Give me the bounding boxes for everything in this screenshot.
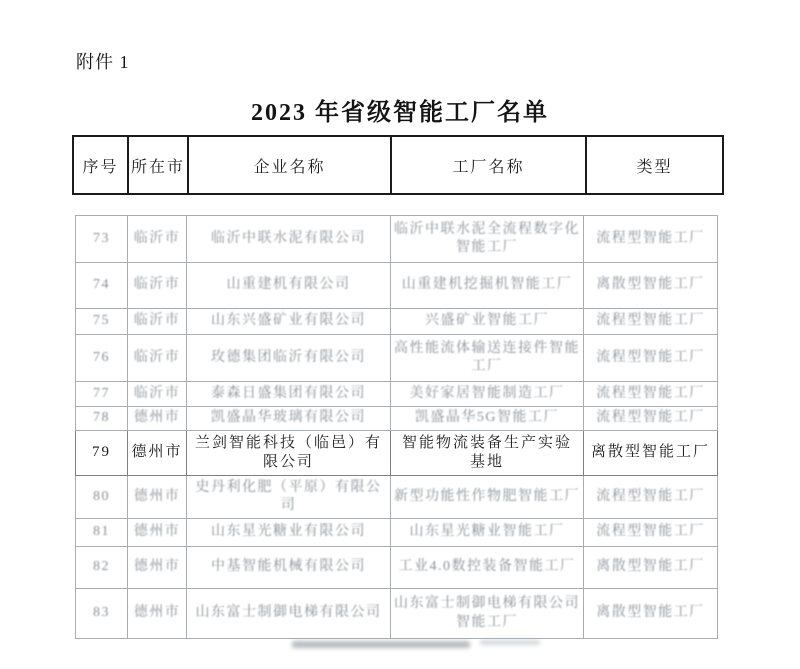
cell-text: 高性能流体输送连接件智能工厂 — [394, 340, 580, 374]
table-row — [76, 431, 718, 476]
cell-text: 工业4.0数控装备智能工厂 — [398, 559, 576, 575]
cell-text: 流程型智能工厂 — [596, 385, 705, 401]
table-header — [72, 135, 724, 195]
cell-text: 山重建机挖掘机智能工厂 — [401, 277, 573, 293]
cell-factory — [391, 589, 584, 639]
cutoff-row-smudge — [480, 640, 540, 645]
cell-text: 73 — [93, 230, 110, 246]
cell-text: 81 — [93, 524, 110, 540]
cell-city — [128, 476, 187, 519]
cell-type — [584, 335, 718, 382]
cell-type — [584, 589, 718, 639]
cell-text: 临沂中联水泥全流程数字化智能工厂 — [394, 221, 580, 255]
cell-type — [584, 407, 718, 431]
cell-text: 德州市 — [133, 559, 181, 575]
column-header: 工厂名称 — [391, 136, 586, 194]
table-row — [76, 547, 718, 589]
cell-text: 76 — [93, 349, 110, 365]
cell-no — [76, 431, 128, 476]
cell-text: 山东富士制御电梯有限公司智能工厂 — [394, 596, 580, 630]
table-row — [76, 335, 718, 382]
cell-company — [187, 589, 391, 639]
cell-text: 临沂市 — [133, 385, 181, 401]
table-row — [76, 216, 718, 263]
cell-text: 德州市 — [133, 410, 181, 426]
cutoff-row-smudge — [292, 641, 470, 648]
column-header: 类型 — [586, 136, 723, 194]
cell-text: 泰森日盛集团有限公司 — [211, 385, 366, 401]
cell-text: 山东兴盛矿业有限公司 — [211, 313, 366, 329]
cell-text: 流程型智能工厂 — [596, 230, 705, 246]
cell-no — [76, 476, 128, 519]
cell-type — [584, 382, 718, 407]
cell-text: 流程型智能工厂 — [596, 349, 705, 365]
cell-text: 兰剑智能科技（临邑）有限公司 — [194, 434, 382, 470]
cell-no — [76, 407, 128, 431]
cell-text: 临沂市 — [133, 277, 181, 293]
column-header: 序号 — [73, 136, 128, 194]
cell-factory — [391, 519, 584, 547]
cell-factory — [391, 476, 584, 519]
cell-no — [76, 519, 128, 547]
cell-no — [76, 309, 128, 335]
table-row — [76, 476, 718, 519]
column-header: 所在市 — [128, 136, 188, 194]
factory-table — [75, 215, 718, 639]
attachment-label: 附件 1 — [76, 52, 130, 72]
cell-text: 新型功能性作物肥智能工厂 — [394, 488, 580, 504]
cell-city — [128, 309, 187, 335]
cell-company — [187, 547, 391, 589]
cell-text: 临沂市 — [133, 349, 181, 365]
cell-text: 83 — [93, 605, 110, 621]
cell-company — [187, 476, 391, 519]
table-row — [76, 309, 718, 335]
cell-text: 智能物流装备生产实验基地 — [401, 434, 572, 470]
column-header: 企业名称 — [188, 136, 391, 194]
cell-text: 77 — [93, 385, 110, 401]
cell-city — [128, 382, 187, 407]
cell-no — [76, 263, 128, 309]
factory-table-body — [76, 216, 718, 639]
table-row — [76, 382, 718, 407]
cell-city — [128, 547, 187, 589]
factory-table-head-row — [73, 136, 723, 194]
cell-company — [187, 335, 391, 382]
cell-text: 78 — [93, 410, 110, 426]
cell-factory — [391, 407, 584, 431]
cell-city — [128, 589, 187, 639]
cell-city — [128, 431, 187, 476]
cell-type — [584, 431, 718, 476]
cell-text: 德州市 — [133, 524, 181, 540]
cell-text: 临沂市 — [133, 230, 181, 246]
cell-text: 79 — [92, 444, 111, 461]
cell-text: 离散型智能工厂 — [596, 559, 705, 575]
cell-type — [584, 476, 718, 519]
cell-type — [584, 263, 718, 309]
cell-type — [584, 547, 718, 589]
cell-text: 离散型智能工厂 — [596, 605, 705, 621]
cell-text: 凯盛晶华5G智能工厂 — [414, 410, 560, 426]
cell-no — [76, 589, 128, 639]
cell-text: 中基智能机械有限公司 — [211, 559, 366, 575]
cell-text: 史丹利化肥（平原）有限公司 — [195, 479, 382, 513]
cell-type — [584, 519, 718, 547]
table-row — [76, 589, 718, 639]
cell-factory — [391, 547, 584, 589]
cell-text: 临沂中联水泥有限公司 — [211, 230, 366, 246]
table-row — [76, 263, 718, 309]
cell-text: 山东富士制御电梯有限公司 — [195, 605, 382, 621]
cell-text: 德州市 — [133, 488, 181, 504]
cell-company — [187, 216, 391, 263]
cell-city — [128, 519, 187, 547]
cell-no — [76, 335, 128, 382]
cell-text: 凯盛晶华玻璃有限公司 — [211, 410, 366, 426]
cell-city — [128, 407, 187, 431]
cell-text: 离散型智能工厂 — [596, 277, 705, 293]
cell-city — [128, 335, 187, 382]
cell-factory — [391, 309, 584, 335]
cell-company — [187, 263, 391, 309]
cell-factory — [391, 431, 584, 476]
cell-factory — [391, 263, 584, 309]
cell-company — [187, 431, 391, 476]
cell-company — [187, 382, 391, 407]
cell-company — [187, 309, 391, 335]
cell-city — [128, 216, 187, 263]
cell-text: 流程型智能工厂 — [596, 313, 705, 329]
cell-text: 美好家居智能制造工厂 — [409, 385, 565, 401]
cell-text: 75 — [93, 313, 110, 329]
cell-text: 82 — [93, 559, 110, 575]
cell-factory — [391, 335, 584, 382]
cell-type — [584, 309, 718, 335]
cell-no — [76, 382, 128, 407]
cell-text: 山东星光糖业智能工厂 — [409, 524, 565, 540]
cell-text: 80 — [93, 488, 110, 504]
cell-factory — [391, 382, 584, 407]
cell-text: 玫德集团临沂有限公司 — [211, 349, 366, 365]
cell-text: 德州市 — [131, 444, 183, 461]
cell-text: 74 — [93, 277, 110, 293]
cell-company — [187, 519, 391, 547]
table-row — [76, 407, 718, 431]
cell-text: 流程型智能工厂 — [596, 488, 705, 504]
cell-text: 兴盛矿业智能工厂 — [425, 313, 549, 329]
cell-text: 临沂市 — [133, 313, 181, 329]
cell-text: 离散型智能工厂 — [590, 444, 710, 461]
cell-factory — [391, 216, 584, 263]
cell-company — [187, 407, 391, 431]
cell-city — [128, 263, 187, 309]
table-row — [76, 519, 718, 547]
cell-type — [584, 216, 718, 263]
cell-text: 山东星光糖业有限公司 — [211, 524, 366, 540]
cell-no — [76, 216, 128, 263]
page-title: 2023 年省级智能工厂名单 — [251, 100, 549, 126]
cell-text: 山重建机有限公司 — [226, 277, 351, 293]
cell-text: 流程型智能工厂 — [596, 524, 705, 540]
cell-text: 流程型智能工厂 — [596, 410, 705, 426]
cell-no — [76, 547, 128, 589]
cell-text: 德州市 — [133, 605, 181, 621]
